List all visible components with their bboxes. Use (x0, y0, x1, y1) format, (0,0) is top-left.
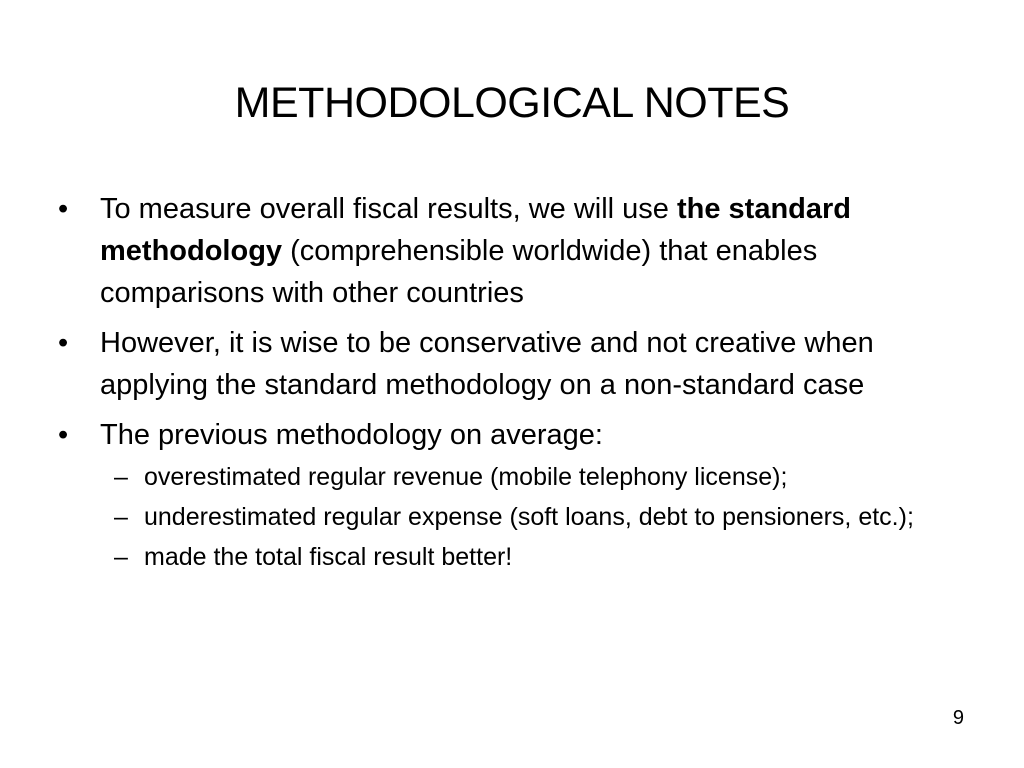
dash-icon: – (114, 463, 128, 491)
sub-bullet-text: overestimated regular revenue (mobile telephony license); (144, 463, 788, 491)
sub-bullet-list (100, 462, 958, 572)
bullet-item (58, 414, 958, 572)
bullet-icon: • (58, 419, 69, 451)
sub-bullet-item (114, 502, 958, 532)
dash-icon: – (114, 503, 128, 531)
bullet-icon: • (58, 193, 69, 225)
sub-bullet-text: made the total fiscal result better! (144, 543, 513, 571)
slide-title: METHODOLOGICAL NOTES (234, 78, 790, 127)
page-number: 9 (952, 707, 964, 729)
sub-bullet-item (114, 462, 958, 492)
bullet-text: However, it is wise to be conservative and not creative when applying the standard methodology on a non-standard case (100, 327, 874, 401)
bullet-list (58, 188, 958, 582)
bullet-text: (comprehensible worldwide) that enables comparisons with other countries (100, 235, 818, 309)
bullet-emphasis: the standard methodology (100, 193, 852, 267)
bullet-text: The previous methodology on average: (100, 419, 603, 451)
bullet-item (58, 188, 958, 314)
bullet-icon: • (58, 327, 69, 359)
bullet-text: To measure overall fiscal results, we will use (100, 193, 677, 225)
sub-bullet-item (114, 542, 958, 572)
dash-icon: – (114, 543, 128, 571)
sub-bullet-text: underestimated regular expense (soft loans, debt to pensioners, etc.); (144, 503, 914, 531)
bullet-item (58, 322, 958, 406)
